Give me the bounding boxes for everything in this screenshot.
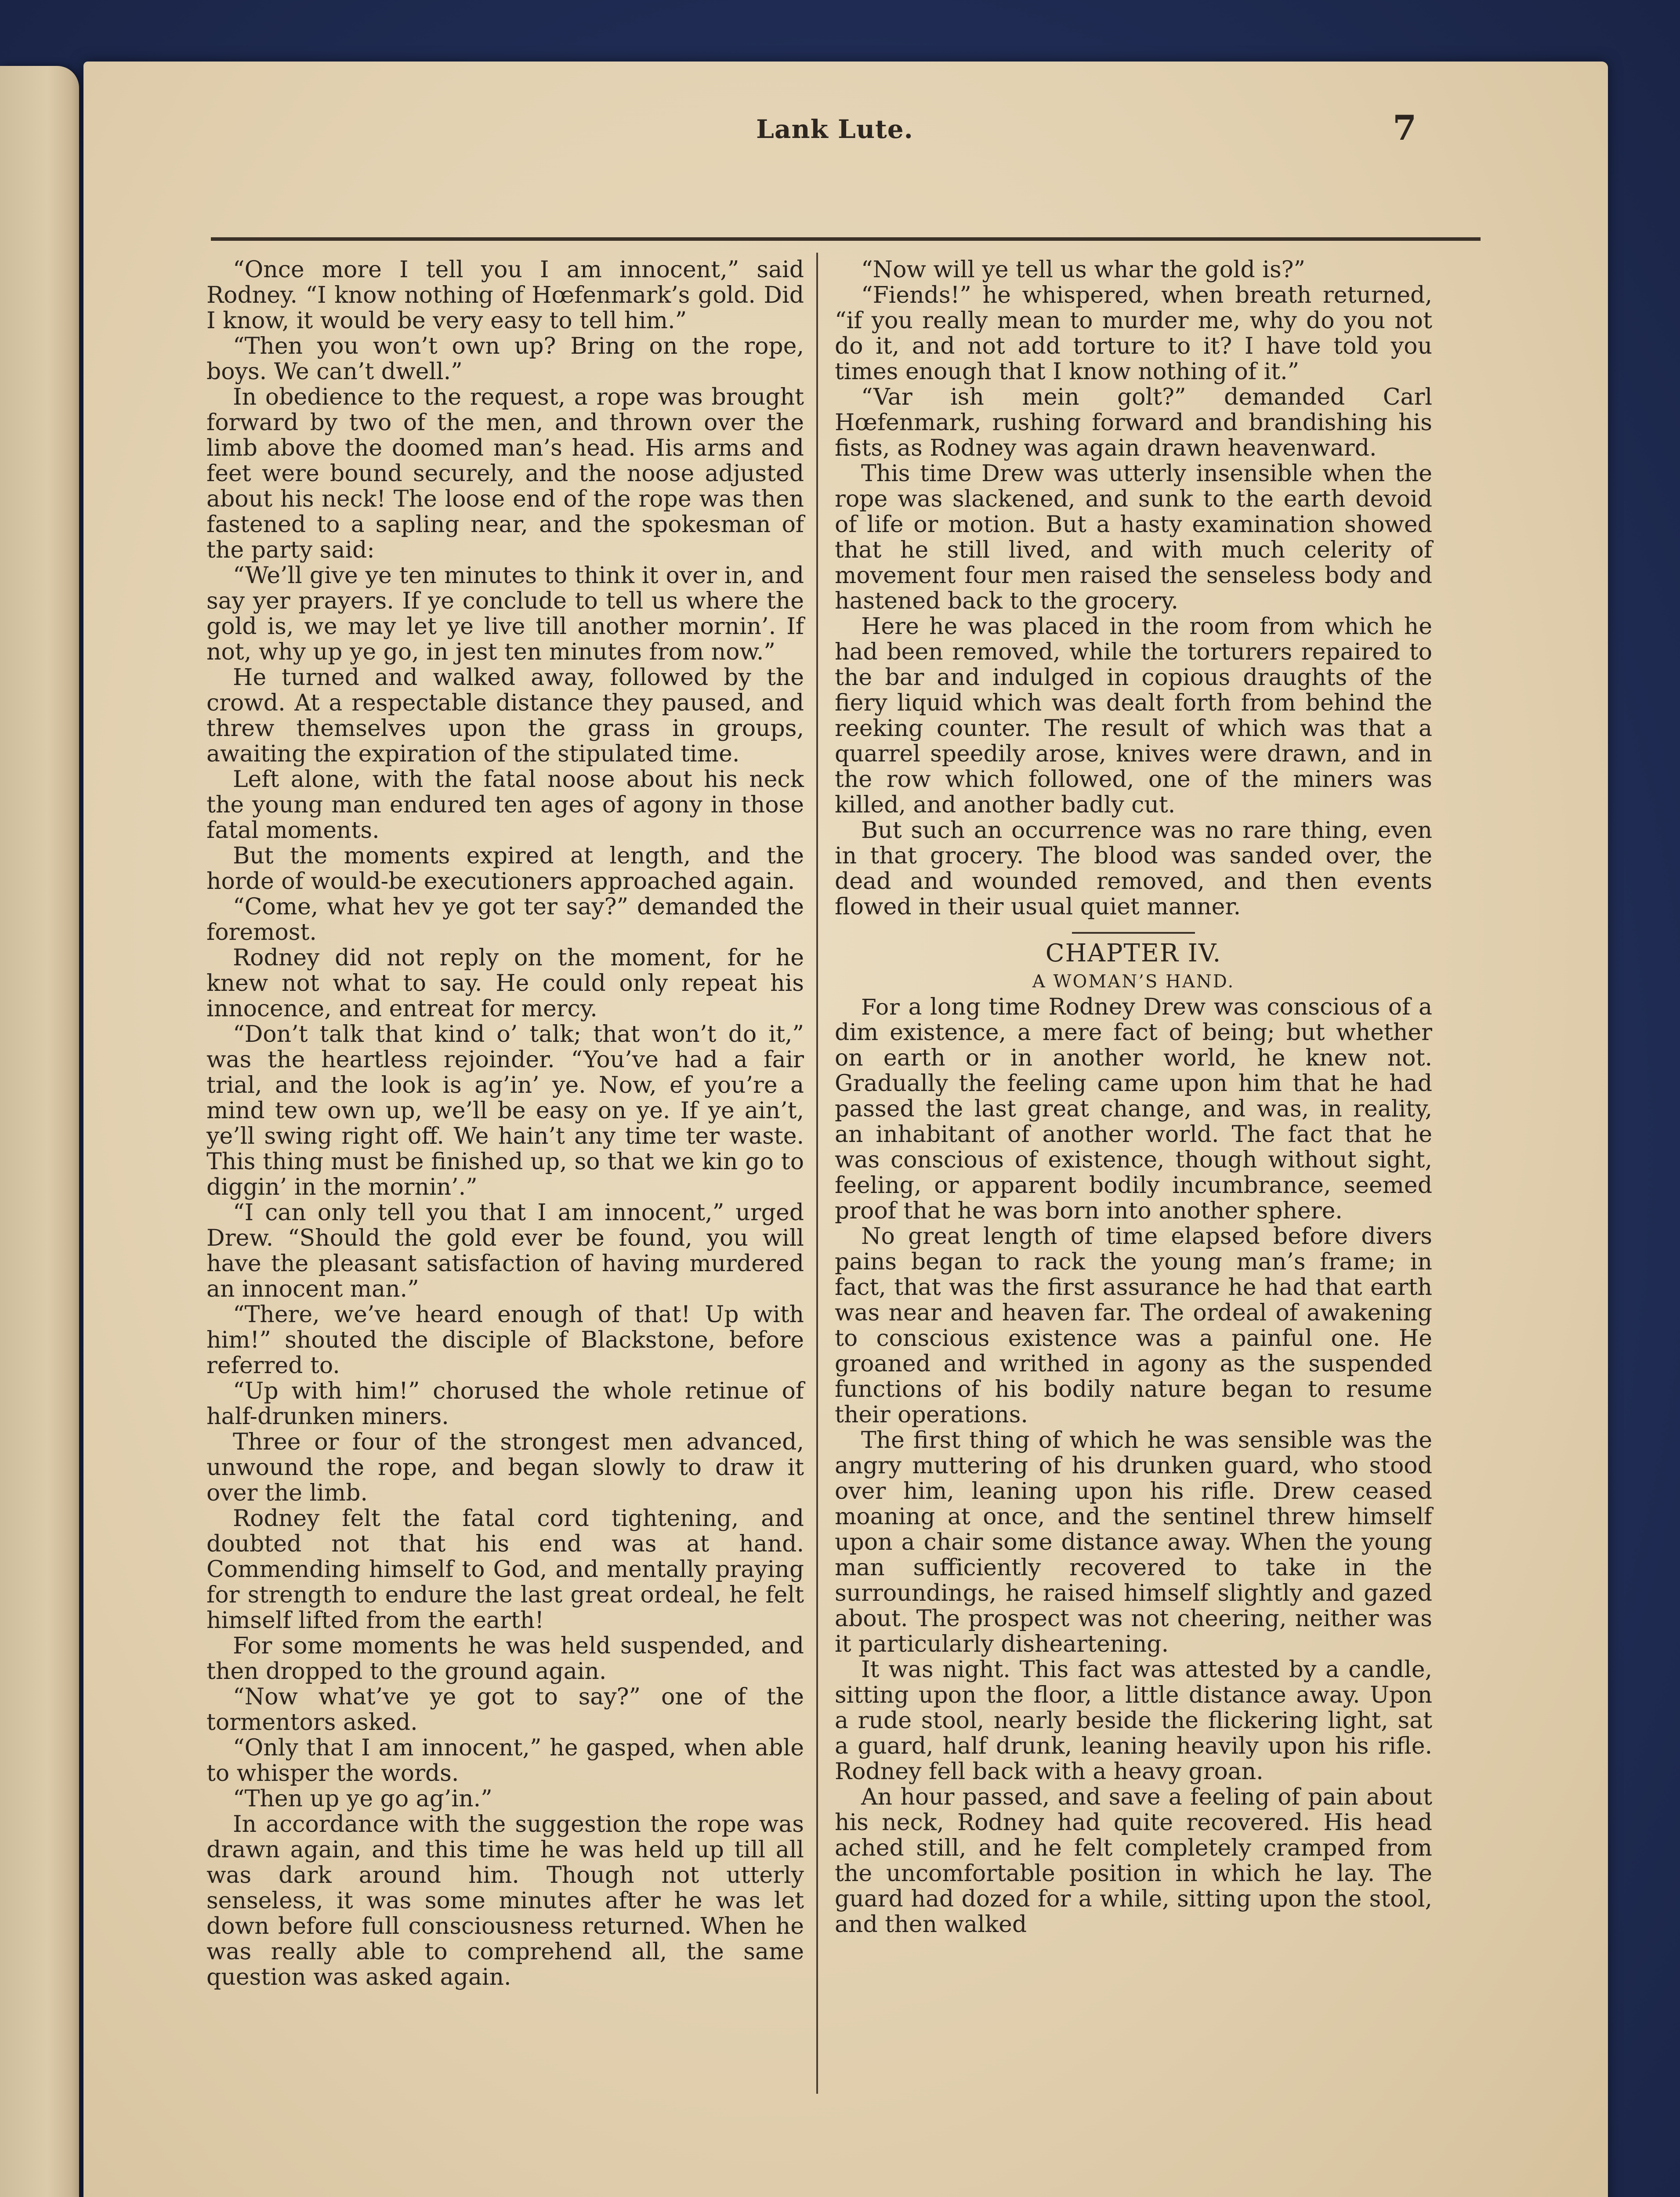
column-divider [816, 253, 818, 2094]
paragraph: “Come, what hev ye got ter say?” demanded the foremost. [206, 894, 804, 946]
chapter-title: CHAPTER IV. [1045, 939, 1222, 968]
paragraph: In obedience to the request, a rope was brought forward by two of the men, and thrown over the limb above the doomed man’s head. His arms and feet were bound securely, and the noose adjusted about his neck! The loose end of the rope was then fastened to a sapling near, and the spokesman of the party said: [206, 384, 804, 563]
paragraph: “There, we’ve heard enough of that! Up with him!” shouted the disciple of Blackstone, before referred to. [206, 1302, 804, 1379]
paragraph: “Fiends!” he whispered, when breath returned, “if you really mean to murder me, why do you not do it, and not add torture to it? I have told you times enough that I know nothing of it.” [835, 282, 1432, 385]
paragraph: “Then you won’t own up? Bring on the rope, boys. We can’t dwell.” [206, 333, 804, 385]
paragraph: The first thing of which he was sensible was the angry muttering of his drunken guard, who stood over him, leaning upon his rifle. Drew ceased moaning at once, and the sentinel threw himself upon a chair some distance away. When the young man sufficiently recovered to take in the surroundings, he raised himself slightly and gazed about. The prospect was not cheering, neither was it particularly disheartening. [835, 1427, 1432, 1657]
paragraph: This time Drew was utterly insensible when the rope was slackened, and sunk to the earth devoid of life or motion. But a hasty examination showed that he still lived, and with much celerity of movement four men raised the senseless body and hastened back to the grocery. [835, 460, 1432, 614]
opening-text: a long time Rodney Drew was conscious of a dim existence, a mere fact of being; but whether on earth or in another world, he knew not. Gradually the feeling came upon him that he had passed the last great change, and was, in reality, an inhabitant of another world. The fact that he was conscious of existence, though without sight, feeling, or apparent bodily incumbrance, seemed proof that he was born into another sphere. [835, 994, 1432, 1224]
paragraph: “Var ish mein golt?” demanded Carl Hœfenmark, rushing forward and brandishing his fists, as Rodney was again drawn heavenward. [835, 384, 1432, 461]
paragraph: An hour passed, and save a feeling of pain about his neck, Rodney had quite recovered. His head ached still, and he felt completely cramped from the uncomfortable position in which he lay. The guard had dozed for a while, sitting upon the stool, and then walked [835, 1784, 1432, 1938]
paragraph: No great length of time elapsed before divers pains began to rack the young man’s frame; in fact, that was the first assurance he had that earth was near and heaven far. The ordeal of awakening to conscious existence was a painful one. He groaned and writhed in agony as the suspended functions of his bodily nature began to resume their operations. [835, 1223, 1432, 1428]
chapter-subtitle: A WOMAN’S HAND. [1032, 972, 1235, 992]
left-column [206, 257, 804, 1990]
paragraph: “Only that I am innocent,” he gasped, when able to whisper the words. [206, 1735, 804, 1787]
paragraph: “Now will ye tell us whar the gold is?” [861, 257, 1306, 283]
facing-page-edge [0, 66, 79, 2197]
paragraph: “Up with him!” chorused the whole retinue of half-drunken miners. [206, 1378, 804, 1430]
paragraph: But such an occurrence was no rare thing, even in that grocery. The blood was sanded over, the dead and wounded removed, and then events flowed in their usual quiet manner. [835, 817, 1432, 920]
paragraph: “We’ll give ye ten minutes to think it over in, and say yer prayers. If ye conclude to tell us where the gold is, we may let ye live till another mornin’. If not, why up ye go, in jest ten minutes from now.” [206, 562, 804, 665]
running-title: Lank Lute. [756, 114, 913, 144]
paragraph: “Once more I tell you I am innocent,” said Rodney. “I know nothing of Hœfenmark’s gold. Did I know, it would be very easy to tell him.” [206, 257, 804, 334]
paragraph: In accordance with the suggestion the rope was drawn again, and this time he was held up till all was dark around him. Though not utterly senseless, it was some minutes after he was let down before full consciousness returned. When he was really able to comprehend all, the same question was asked again. [206, 1811, 804, 1990]
header-rule [211, 237, 1481, 241]
right-column [835, 257, 1432, 1937]
paragraph: “Now what’ve ye got to say?” one of the tormentors asked. [206, 1684, 804, 1736]
paragraph: “I can only tell you that I am innocent,” urged Drew. “Should the gold ever be found, you will have the pleasant satisfaction of having murdered an innocent man.” [206, 1200, 804, 1302]
paragraph: He turned and walked away, followed by the crowd. At a respectable distance they paused, and threw themselves upon the grass in groups, awaiting the expiration of the stipulated time. [206, 664, 804, 767]
paragraph: But the moments expired at length, and the horde of would-be executioners approached again. [206, 843, 804, 895]
paragraph: For some moments he was held suspended, and then dropped to the ground again. [206, 1633, 804, 1685]
paragraph: “Don’t talk that kind o’ talk; that won’t do it,” was the heartless rejoinder. “You’ve had a fair trial, and the look is ag’in’ ye. Now, ef you’re a mind tew own up, we’ll be easy on ye. If ye ain’t, ye’ll swing right off. We hain’t any time ter waste. This thing must be finished up, so that we kin go to diggin’ in the mornin’.” [206, 1021, 804, 1200]
paragraph: Here he was placed in the room from which he had been removed, while the torturers repaired to the bar and indulged in copious draughts of the fiery liquid which was dealt forth from behind the reeking counter. The result of which was that a quarrel speedily arose, knives were drawn, and in the row which followed, one of the miners was killed, and another badly cut. [835, 613, 1432, 818]
page-number: 7 [1393, 108, 1417, 148]
paragraph: Rodney felt the fatal cord tightening, and doubted not that his end was at hand. Commending himself to God, and mentally praying for strength to endure the last great ordeal, he felt himself lifted from the earth! [206, 1505, 804, 1634]
chapter-rule [1072, 932, 1195, 934]
paragraph: Rodney did not reply on the moment, for he knew not what to say. He could only repeat his innocence, and entreat for mercy. [206, 945, 804, 1022]
paragraph: Left alone, with the fatal noose about his neck the young man endured ten ages of agony in those fatal moments. [206, 766, 804, 844]
paragraph: Three or four of the strongest men advanced, unwound the rope, and began slowly to draw it over the limb. [206, 1429, 804, 1506]
chapter-opening-paragraph [835, 994, 1432, 1224]
paragraph: “Then up ye go ag’in.” [233, 1786, 492, 1812]
paragraph: It was night. This fact was attested by a candle, sitting upon the floor, a little distance away. Upon a rude stool, nearly beside the flickering light, sat a guard, half drunk, leaning heavily upon his rifle. Rodney fell back with a heavy groan. [835, 1657, 1432, 1785]
opening-word: For [861, 994, 900, 1020]
